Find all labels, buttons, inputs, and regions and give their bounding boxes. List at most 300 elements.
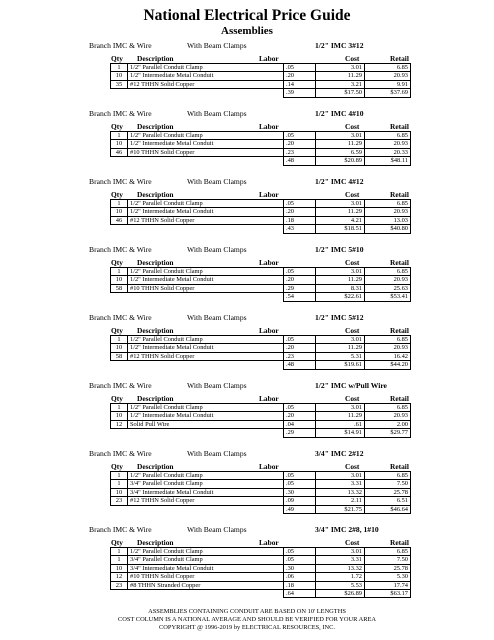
table-row [111,268,411,276]
assembly-section [0,176,494,244]
cell-retail: 20.93 [365,208,411,216]
cell-cost: 3.01 [316,548,365,556]
column-header-qty: Qty [111,326,123,335]
total-blank [128,590,284,598]
column-header-labor: Labor [259,538,279,547]
section-clamp-label: With Beam Clamps [187,177,247,186]
total-blank [128,157,284,165]
column-header-labor: Labor [259,462,279,471]
cell-cost: 13.32 [316,564,365,572]
section-branch-label: Branch IMC & Wire [89,245,152,254]
total-retail: $46.64 [365,505,411,513]
cell-cost: 3.01 [316,200,365,208]
cell-qty: 10 [111,412,128,420]
total-blank [111,225,128,233]
cell-cost: 11.29 [316,412,365,420]
total-retail: $48.11 [365,157,411,165]
section-header [0,448,494,459]
total-cost: $26.89 [316,590,365,598]
cell-cost: 3.31 [316,556,365,564]
total-cost: $21.75 [316,505,365,513]
cell-description: 1/2" Parallel Conduit Clamp [128,64,284,72]
assembly-section [0,312,494,380]
total-retail: $29.77 [365,429,411,437]
column-headers [89,462,494,471]
cell-labor: .14 [284,80,316,88]
table-row [111,132,411,140]
total-blank [128,225,284,233]
cell-qty: 1 [111,404,128,412]
column-header-cost: Cost [345,326,360,335]
cell-qty: 1 [111,132,128,140]
cell-qty: 1 [111,64,128,72]
cell-description: 1/2" Parallel Conduit Clamp [128,548,284,556]
cell-retail: 6.85 [365,200,411,208]
cell-cost: 3.01 [316,336,365,344]
section-branch-label: Branch IMC & Wire [89,449,152,458]
cell-cost: 11.29 [316,276,365,284]
cell-description: 1/2" Parallel Conduit Clamp [128,200,284,208]
column-header-description: Description [137,190,174,199]
cell-description: 1/2" Intermediate Metal Conduit [128,72,284,80]
cell-description: 1/2" Parallel Conduit Clamp [128,268,284,276]
cell-labor: .05 [284,556,316,564]
section-assembly-code: 1/2" IMC 3#12 [315,41,364,50]
cell-labor: .20 [284,208,316,216]
cell-labor: .09 [284,497,316,505]
column-header-description: Description [137,122,174,131]
cell-qty: 10 [111,488,128,496]
total-labor: .43 [284,225,316,233]
table-row [111,148,411,156]
column-header-labor: Labor [259,54,279,63]
total-blank [128,361,284,369]
cell-description: 1/2" Intermediate Metal Conduit [128,344,284,352]
table-row [111,200,411,208]
footer-line: ASSEMBLIES CONTAINING CONDUIT ARE BASED ON 10' LENGTHS [148,608,346,615]
column-header-qty: Qty [111,122,123,131]
total-blank [111,89,128,97]
total-labor: .49 [284,505,316,513]
cell-cost: 11.29 [316,208,365,216]
total-row [111,590,411,598]
section-branch-label: Branch IMC & Wire [89,381,152,390]
total-cost: $22.61 [316,293,365,301]
total-blank [111,429,128,437]
items-table [110,403,411,438]
total-blank [111,505,128,513]
cell-qty: 12 [111,573,128,581]
cell-qty: 46 [111,148,128,156]
cell-retail: 20.93 [365,72,411,80]
cell-description: 3/4" Parallel Conduit Clamp [128,556,284,564]
cell-labor: .18 [284,216,316,224]
total-row [111,157,411,165]
cell-qty: 10 [111,72,128,80]
section-clamp-label: With Beam Clamps [187,381,247,390]
cell-qty: 10 [111,140,128,148]
cell-retail: 7.50 [365,556,411,564]
table-row [111,72,411,80]
column-header-cost: Cost [345,190,360,199]
cell-cost: 11.29 [316,72,365,80]
column-header-labor: Labor [259,394,279,403]
cell-labor: .29 [284,284,316,292]
table-row [111,216,411,224]
total-labor: .29 [284,429,316,437]
column-header-labor: Labor [259,190,279,199]
column-headers [89,538,494,547]
total-retail: $53.41 [365,293,411,301]
cell-labor: .30 [284,564,316,572]
cell-qty: 10 [111,344,128,352]
assembly-section [0,40,494,108]
cell-retail: 2.00 [365,420,411,428]
cell-labor: .05 [284,548,316,556]
column-header-description: Description [137,54,174,63]
cell-description: #12 THHN Solid Copper [128,497,284,505]
cell-cost: 8.31 [316,284,365,292]
cell-description: Solid Pull Wire [128,420,284,428]
cell-description: 1/2" Parallel Conduit Clamp [128,132,284,140]
cell-retail: 16.42 [365,352,411,360]
table-row [111,420,411,428]
cell-description: 1/2" Intermediate Metal Conduit [128,412,284,420]
column-header-retail: Retail [390,538,409,547]
cell-retail: 5.30 [365,573,411,581]
section-clamp-label: With Beam Clamps [187,41,247,50]
items-table [110,131,411,166]
cell-labor: .05 [284,200,316,208]
table-row [111,548,411,556]
total-retail: $44.20 [365,361,411,369]
cell-qty: 1 [111,200,128,208]
section-assembly-code: 1/2" IMC 5#10 [315,245,364,254]
assemblies-list [0,40,494,598]
cell-labor: .23 [284,148,316,156]
cell-qty: 23 [111,497,128,505]
section-header [0,40,494,51]
column-header-retail: Retail [390,394,409,403]
total-blank [128,89,284,97]
total-labor: .48 [284,157,316,165]
cell-retail: 7.50 [365,480,411,488]
footer-line: COPYRIGHT @ 1996-2019 by ELECTRICAL RESOURCES, INC. [159,624,335,631]
total-labor: .39 [284,89,316,97]
cell-retail: 17.74 [365,581,411,589]
total-labor: .64 [284,590,316,598]
cell-description: 1/2" Parallel Conduit Clamp [128,404,284,412]
cell-qty: 12 [111,420,128,428]
cell-qty: 10 [111,276,128,284]
table-row [111,80,411,88]
column-header-description: Description [137,538,174,547]
column-headers [89,258,494,267]
total-labor: .54 [284,293,316,301]
section-header [0,244,494,255]
column-header-description: Description [137,326,174,335]
table-row [111,404,411,412]
column-header-retail: Retail [390,190,409,199]
column-header-cost: Cost [345,394,360,403]
table-row [111,564,411,572]
cell-retail: 20.93 [365,412,411,420]
total-row [111,429,411,437]
cell-cost: 3.01 [316,472,365,480]
column-header-qty: Qty [111,190,123,199]
column-header-retail: Retail [390,54,409,63]
assembly-section [0,380,494,448]
section-clamp-label: With Beam Clamps [187,245,247,254]
table-row [111,208,411,216]
column-header-retail: Retail [390,258,409,267]
cell-retail: 6.85 [365,336,411,344]
cell-labor: .05 [284,64,316,72]
items-table [110,471,411,514]
cell-cost: 3.31 [316,480,365,488]
column-header-cost: Cost [345,122,360,131]
section-header [0,312,494,323]
table-row [111,412,411,420]
cell-cost: 13.32 [316,488,365,496]
column-headers [89,326,494,335]
cell-cost: .61 [316,420,365,428]
section-assembly-code: 3/4" IMC 2#8, 1#10 [315,525,379,534]
items-table [110,267,411,302]
total-row [111,361,411,369]
section-clamp-label: With Beam Clamps [187,525,247,534]
cell-qty: 1 [111,268,128,276]
items-table [110,199,411,234]
cell-description: 3/4" Intermediate Metal Conduit [128,564,284,572]
total-row [111,293,411,301]
cell-description: 3/4" Parallel Conduit Clamp [128,480,284,488]
cell-qty: 10 [111,208,128,216]
total-blank [111,361,128,369]
column-header-retail: Retail [390,326,409,335]
cell-labor: .05 [284,268,316,276]
total-blank [128,293,284,301]
cell-retail: 6.51 [365,497,411,505]
cell-cost: 3.01 [316,132,365,140]
table-row [111,276,411,284]
total-retail: $63.17 [365,590,411,598]
cell-labor: .20 [284,72,316,80]
column-header-retail: Retail [390,462,409,471]
total-labor: .48 [284,361,316,369]
cell-cost: 6.59 [316,148,365,156]
total-cost: $17.50 [316,89,365,97]
total-blank [111,157,128,165]
section-assembly-code: 1/2" IMC 4#12 [315,177,364,186]
column-header-qty: Qty [111,258,123,267]
total-cost: $19.61 [316,361,365,369]
cell-description: #10 THHN Solid Copper [128,284,284,292]
table-row [111,140,411,148]
table-row [111,336,411,344]
cell-cost: 11.29 [316,140,365,148]
section-assembly-code: 3/4" IMC 2#12 [315,449,364,458]
total-cost: $20.89 [316,157,365,165]
column-header-qty: Qty [111,462,123,471]
column-headers [89,394,494,403]
cell-description: 1/2" Intermediate Metal Conduit [128,276,284,284]
items-table [110,335,411,370]
cell-labor: .05 [284,336,316,344]
cell-description: 1/2" Parallel Conduit Clamp [128,336,284,344]
cell-retail: 13.03 [365,216,411,224]
column-header-qty: Qty [111,54,123,63]
column-header-labor: Labor [259,122,279,131]
cell-cost: 1.72 [316,573,365,581]
section-branch-label: Branch IMC & Wire [89,525,152,534]
column-header-cost: Cost [345,258,360,267]
table-row [111,581,411,589]
cell-description: 1/2" Intermediate Metal Conduit [128,140,284,148]
cell-qty: 58 [111,352,128,360]
cell-labor: .05 [284,480,316,488]
table-row [111,480,411,488]
page-title: National Electrical Price Guide [143,7,351,24]
cell-description: #12 THHN Solid Copper [128,352,284,360]
cell-description: #12 THHN Solid Copper [128,80,284,88]
cell-labor: .06 [284,573,316,581]
table-row [111,556,411,564]
cell-qty: 1 [111,480,128,488]
column-header-qty: Qty [111,538,123,547]
cell-qty: 1 [111,548,128,556]
cell-cost: 5.53 [316,581,365,589]
items-table [110,63,411,98]
cell-description: #12 THHN Solid Copper [128,216,284,224]
column-header-cost: Cost [345,54,360,63]
table-row [111,284,411,292]
total-blank [128,429,284,437]
cell-description: #10 THHN Solid Copper [128,148,284,156]
cell-labor: .23 [284,352,316,360]
table-row [111,472,411,480]
table-row [111,488,411,496]
cell-cost: 3.21 [316,80,365,88]
column-header-qty: Qty [111,394,123,403]
section-header [0,380,494,391]
cell-retail: 6.85 [365,472,411,480]
total-retail: $40.80 [365,225,411,233]
table-row [111,573,411,581]
section-header [0,176,494,187]
cell-retail: 6.85 [365,404,411,412]
cell-retail: 25.78 [365,488,411,496]
section-assembly-code: 1/2" IMC w/Pull Wire [315,381,387,390]
column-header-cost: Cost [345,462,360,471]
cell-labor: .04 [284,420,316,428]
cell-qty: 58 [111,284,128,292]
cell-retail: 25.78 [365,564,411,572]
column-header-cost: Cost [345,538,360,547]
section-header [0,524,494,535]
table-row [111,352,411,360]
section-clamp-label: With Beam Clamps [187,449,247,458]
column-header-labor: Labor [259,326,279,335]
cell-retail: 6.85 [365,548,411,556]
cell-retail: 6.85 [365,64,411,72]
cell-cost: 3.01 [316,64,365,72]
column-headers [89,122,494,131]
cell-qty: 23 [111,581,128,589]
cell-labor: .30 [284,488,316,496]
cell-description: 3/4" Intermediate Metal Conduit [128,488,284,496]
cell-qty: 10 [111,564,128,572]
column-header-labor: Labor [259,258,279,267]
cell-retail: 20.33 [365,148,411,156]
table-row [111,64,411,72]
cell-labor: .18 [284,581,316,589]
page-subtitle: Assemblies [221,25,273,37]
section-branch-label: Branch IMC & Wire [89,41,152,50]
cell-labor: .05 [284,404,316,412]
cell-qty: 46 [111,216,128,224]
cell-description: 1/2" Intermediate Metal Conduit [128,208,284,216]
cell-cost: 5.31 [316,352,365,360]
total-retail: $37.69 [365,89,411,97]
cell-retail: 25.63 [365,284,411,292]
cell-cost: 2.11 [316,497,365,505]
section-branch-label: Branch IMC & Wire [89,109,152,118]
assembly-section [0,108,494,176]
assembly-section [0,448,494,524]
column-header-description: Description [137,462,174,471]
cell-retail: 20.93 [365,276,411,284]
cell-qty: 1 [111,556,128,564]
column-headers [89,54,494,63]
total-blank [128,505,284,513]
cell-retail: 6.85 [365,268,411,276]
total-row [111,505,411,513]
cell-description: #8 THHN Stranded Copper [128,581,284,589]
cell-description: 1/2" Parallel Conduit Clamp [128,472,284,480]
cell-labor: .20 [284,276,316,284]
total-cost: $14.91 [316,429,365,437]
cell-labor: .20 [284,344,316,352]
cell-retail: 20.93 [365,140,411,148]
section-clamp-label: With Beam Clamps [187,109,247,118]
table-row [111,344,411,352]
cell-qty: 35 [111,80,128,88]
cell-cost: 3.01 [316,268,365,276]
total-row [111,89,411,97]
cell-cost: 11.29 [316,344,365,352]
cell-labor: .20 [284,140,316,148]
footer-line: COST COLUMN IS A NATIONAL AVERAGE AND SHOULD BE VERIFIED FOR YOUR AREA [117,616,376,623]
assembly-section [0,244,494,312]
column-header-description: Description [137,258,174,267]
section-assembly-code: 1/2" IMC 5#12 [315,313,364,322]
cell-description: #10 THHN Solid Copper [128,573,284,581]
section-assembly-code: 1/2" IMC 4#10 [315,109,364,118]
cell-labor: .20 [284,412,316,420]
cell-cost: 3.01 [316,404,365,412]
cell-cost: 4.21 [316,216,365,224]
items-table [110,547,411,598]
total-blank [111,293,128,301]
section-header [0,108,494,119]
cell-retail: 20.93 [365,344,411,352]
total-blank [111,590,128,598]
total-cost: $18.51 [316,225,365,233]
section-clamp-label: With Beam Clamps [187,313,247,322]
cell-retail: 6.85 [365,132,411,140]
cell-labor: .05 [284,132,316,140]
